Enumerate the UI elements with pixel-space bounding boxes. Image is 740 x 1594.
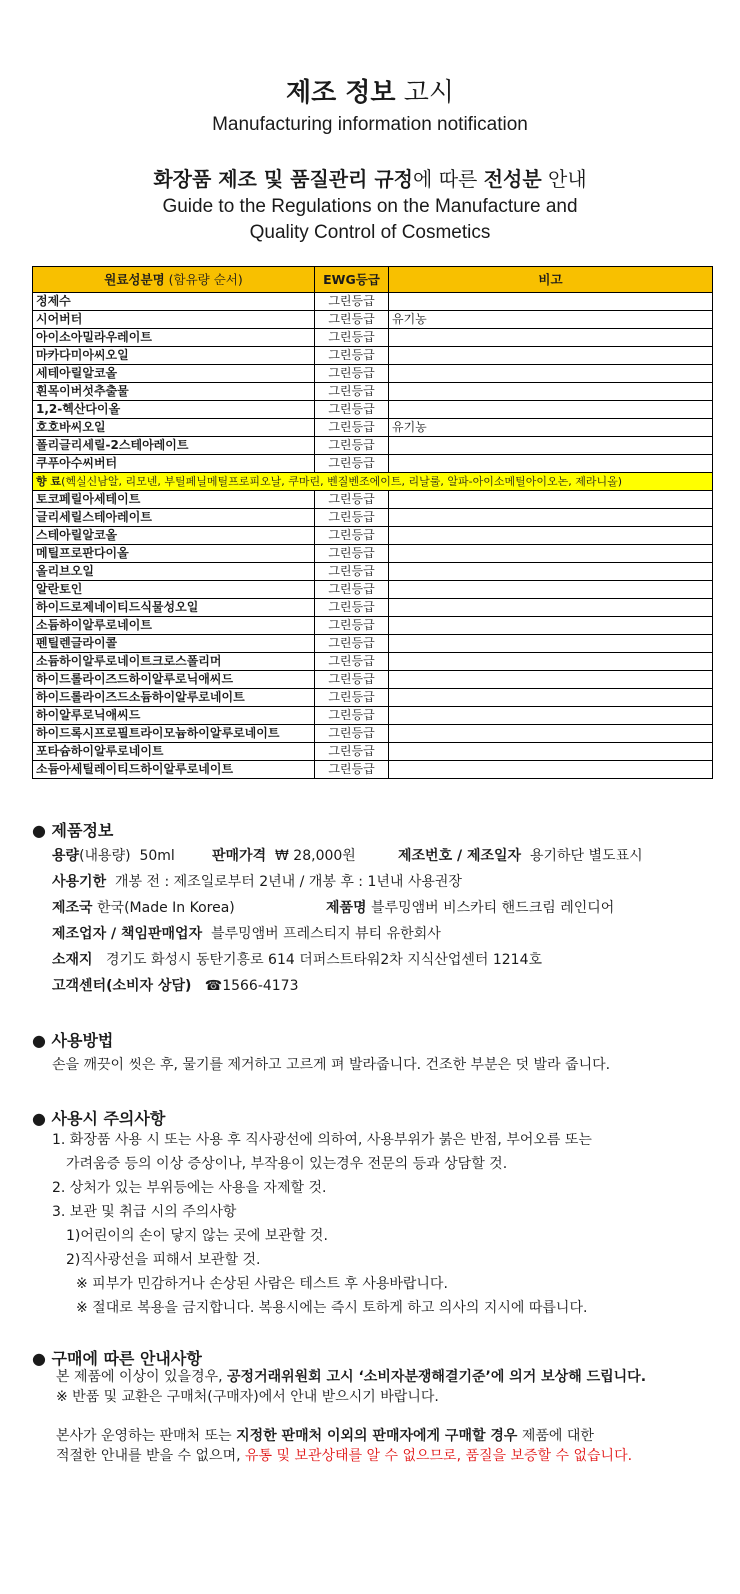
table-row [33, 617, 713, 635]
note-cell [389, 707, 713, 725]
usage-text: 손을 깨끗이 씻은 후, 물기를 제거하고 고르게 펴 발라줍니다. 건조한 부분은 덧 발라 줍니다. [52, 1057, 611, 1073]
column-header-note: 비고 [389, 267, 713, 293]
ingredient-name-cell: 포타슘하이알루로네이트 [33, 743, 315, 761]
ingredient-name-cell: 쿠푸아수씨버터 [33, 455, 315, 473]
expiry-line: 사용기한 개봉 전 : 제조일로부터 2년내 / 개봉 후 : 1년내 사용권장 [52, 874, 462, 890]
note-cell [389, 671, 713, 689]
ingredient-name-cell: 하이드록시프로필트라이모늄하이알루로네이트 [33, 725, 315, 743]
ingredient-name-cell: 펜틸렌글라이콜 [33, 635, 315, 653]
ewg-grade-cell: 그린등급 [315, 347, 389, 365]
table-row [33, 293, 713, 311]
ingredient-name-cell: 알란토인 [33, 581, 315, 599]
ingredient-name-cell: 소듐하이알루로네이트크로스폴리머 [33, 653, 315, 671]
ingredient-name-cell: 1,2-헥산다이올 [33, 401, 315, 419]
note-cell [389, 455, 713, 473]
ingredient-name-cell: 흰목이버섯추출물 [33, 383, 315, 401]
table-row [33, 365, 713, 383]
ingredient-name-cell: 소듐아세틸레이티드하이알루로네이트 [33, 761, 315, 779]
note-cell [389, 437, 713, 455]
ingredient-name-cell: 폴리글리세릴-2스테아레이트 [33, 437, 315, 455]
purchase-line-2: ※ 반품 및 교환은 구매처(구매자)에서 안내 받으시기 바랍니다. [56, 1389, 439, 1405]
ewg-grade-cell: 그린등급 [315, 653, 389, 671]
customer-center-line: 고객센터(소비자 상담) ☎1566-4173 [52, 978, 299, 994]
caution-line-6: 2)직사광선을 피해서 보관할 것. [66, 1252, 261, 1268]
caution-line-3: 2. 상처가 있는 부위등에는 사용을 자제할 것. [52, 1180, 327, 1196]
table-row [33, 653, 713, 671]
ingredient-name-cell: 정제수 [33, 293, 315, 311]
ewg-grade-cell: 그린등급 [315, 455, 389, 473]
page-title: 제조 정보 고시 [285, 78, 455, 108]
table-row [33, 311, 713, 329]
purchase-heading: ● 구매에 따른 안내사항 [32, 1349, 202, 1368]
ewg-grade-cell: 그린등급 [315, 365, 389, 383]
note-cell [389, 761, 713, 779]
note-cell: 유기농 [389, 311, 713, 329]
note-cell [389, 725, 713, 743]
ingredient-name-cell: 호호바씨오일 [33, 419, 315, 437]
ewg-grade-cell: 그린등급 [315, 401, 389, 419]
table-row [33, 437, 713, 455]
note-cell [389, 365, 713, 383]
table-row [33, 455, 713, 473]
table-row [33, 383, 713, 401]
product-info-heading: ● 제품정보 [32, 821, 114, 840]
section-subtitle-english: Guide to the Regulations on the Manufacture and Quality Control of Cosmetics [162, 196, 578, 243]
note-cell [389, 743, 713, 761]
ewg-grade-cell: 그린등급 [315, 743, 389, 761]
ingredient-name-cell: 글리세릴스테아레이트 [33, 509, 315, 527]
ingredient-name-cell: 하이드롤라이즈드소듐하이알루로네이트 [33, 689, 315, 707]
table-row [33, 725, 713, 743]
note-cell [389, 581, 713, 599]
note-cell [389, 689, 713, 707]
ewg-grade-cell: 그린등급 [315, 527, 389, 545]
fragrance-row: 향 료(헥실신남알, 리모넨, 부틸페닐메틸프로피오날, 쿠마린, 벤질벤조에이트, 리날룰, 알파-아이소메틸아이오논, 제라니올) [33, 473, 713, 491]
ewg-grade-cell: 그린등급 [315, 563, 389, 581]
usage-heading: ● 사용방법 [32, 1031, 114, 1050]
address-line: 소재지 경기도 화성시 동탄기흥로 614 더퍼스트타워2차 지식산업센터 1214호 [52, 952, 542, 968]
ewg-grade-cell: 그린등급 [315, 617, 389, 635]
note-cell [389, 653, 713, 671]
note-cell [389, 635, 713, 653]
ewg-grade-cell: 그린등급 [315, 437, 389, 455]
table-row [33, 419, 713, 437]
purchase-line-4: 적절한 안내를 받을 수 없으며, 유통 및 보관상태를 알 수 없으므로, 품질을 보증할 수 없습니다. [56, 1448, 633, 1464]
note-cell [389, 617, 713, 635]
table-row [33, 761, 713, 779]
table-row [33, 527, 713, 545]
table-row [33, 743, 713, 761]
table-row [33, 563, 713, 581]
ewg-grade-cell: 그린등급 [315, 581, 389, 599]
section-subtitle: 화장품 제조 및 품질관리 규정에 따른 전성분 안내 [153, 167, 587, 191]
ewg-grade-cell: 그린등급 [315, 707, 389, 725]
purchase-line-1: 본 제품에 이상이 있을경우, 공정거래위원회 고시 ‘소비자분쟁해결기준’에 의거 보상해 드립니다. [56, 1369, 647, 1385]
ingredient-name-cell: 하이알루로닉애씨드 [33, 707, 315, 725]
note-cell [389, 401, 713, 419]
table-row [33, 509, 713, 527]
ewg-grade-cell: 그린등급 [315, 329, 389, 347]
country-line: 제조국 한국(Made In Korea) [52, 900, 235, 916]
purchase-line-3: 본사가 운영하는 판매처 또는 지정한 판매처 이외의 판매자에게 구매할 경우 제품에 대한 [56, 1428, 594, 1444]
ewg-grade-cell: 그린등급 [315, 599, 389, 617]
table-row [33, 707, 713, 725]
note-cell [389, 527, 713, 545]
ingredient-name-cell: 토코페릴아세테이트 [33, 491, 315, 509]
ewg-grade-cell: 그린등급 [315, 545, 389, 563]
table-row [33, 491, 713, 509]
ewg-grade-cell: 그린등급 [315, 671, 389, 689]
column-header-ingredient: 원료성분명 (함유량 순서) [33, 267, 315, 293]
ingredient-name-cell: 세테아릴알코올 [33, 365, 315, 383]
ewg-grade-cell: 그린등급 [315, 383, 389, 401]
note-cell [389, 293, 713, 311]
lot-line: 제조번호 / 제조일자 용기하단 별도표시 [398, 848, 643, 864]
ingredient-name-cell: 소듐하이알루로네이트 [33, 617, 315, 635]
ingredient-name-cell: 시어버터 [33, 311, 315, 329]
note-cell [389, 509, 713, 527]
caution-line-2: 가려움증 등의 이상 증상이나, 부작용이 있는경우 전문의 등과 상담할 것. [66, 1156, 508, 1172]
page-title-english: Manufacturing information notification [212, 114, 528, 135]
note-cell [389, 329, 713, 347]
caution-line-1: 1. 화장품 사용 시 또는 사용 후 직사광선에 의하여, 사용부위가 붉은 반점, 부어오름 또는 [52, 1132, 592, 1148]
ewg-grade-cell: 그린등급 [315, 311, 389, 329]
table-row [33, 599, 713, 617]
note-cell [389, 491, 713, 509]
ewg-grade-cell: 그린등급 [315, 761, 389, 779]
volume-line: 용량(내용량) 50ml [52, 848, 175, 864]
note-cell [389, 545, 713, 563]
table-row [33, 401, 713, 419]
note-cell [389, 563, 713, 581]
note-cell [389, 347, 713, 365]
ewg-grade-cell: 그린등급 [315, 293, 389, 311]
table-row [33, 635, 713, 653]
ingredient-name-cell: 올리브오일 [33, 563, 315, 581]
table-header-row [33, 267, 713, 293]
ewg-grade-cell: 그린등급 [315, 725, 389, 743]
table-row [33, 671, 713, 689]
ingredient-name-cell: 하이드롤라이즈드하이알루로닉애씨드 [33, 671, 315, 689]
ewg-grade-cell: 그린등급 [315, 509, 389, 527]
table-row [33, 347, 713, 365]
table-row [33, 581, 713, 599]
column-header-ewg: EWG등급 [315, 267, 389, 293]
note-cell: 유기농 [389, 419, 713, 437]
caution-line-8: ※ 절대로 복용을 금지합니다. 복용시에는 즉시 토하게 하고 의사의 지시에 따릅니다. [76, 1300, 588, 1316]
table-row [33, 545, 713, 563]
ewg-grade-cell: 그린등급 [315, 419, 389, 437]
note-cell [389, 383, 713, 401]
caution-heading: ● 사용시 주의사항 [32, 1109, 166, 1128]
ewg-grade-cell: 그린등급 [315, 635, 389, 653]
ingredient-name-cell: 하이드로제네이티드식물성오일 [33, 599, 315, 617]
ingredient-name-cell: 마카다미아씨오일 [33, 347, 315, 365]
table-row [33, 329, 713, 347]
note-cell [389, 599, 713, 617]
caution-line-5: 1)어린이의 손이 닿지 않는 곳에 보관할 것. [66, 1228, 328, 1244]
ingredient-name-cell: 아이소아밀라우레이트 [33, 329, 315, 347]
caution-line-4: 3. 보관 및 취급 시의 주의사항 [52, 1204, 237, 1220]
ewg-grade-cell: 그린등급 [315, 491, 389, 509]
table-row [33, 689, 713, 707]
ingredient-table [32, 266, 713, 779]
ingredient-name-cell: 메틸프로판다이올 [33, 545, 315, 563]
maker-line: 제조업자 / 책임판매업자 블루밍앰버 프레스티지 뷰티 유한회사 [52, 926, 441, 942]
product-name-line: 제품명 블루밍앰버 비스카티 핸드크림 레인디어 [326, 900, 615, 916]
ewg-grade-cell: 그린등급 [315, 689, 389, 707]
price-line: 판매가격 ₩ 28,000원 [212, 848, 356, 864]
ingredient-name-cell: 스테아릴알코올 [33, 527, 315, 545]
caution-line-7: ※ 피부가 민감하거나 손상된 사람은 테스트 후 사용바랍니다. [76, 1276, 448, 1292]
